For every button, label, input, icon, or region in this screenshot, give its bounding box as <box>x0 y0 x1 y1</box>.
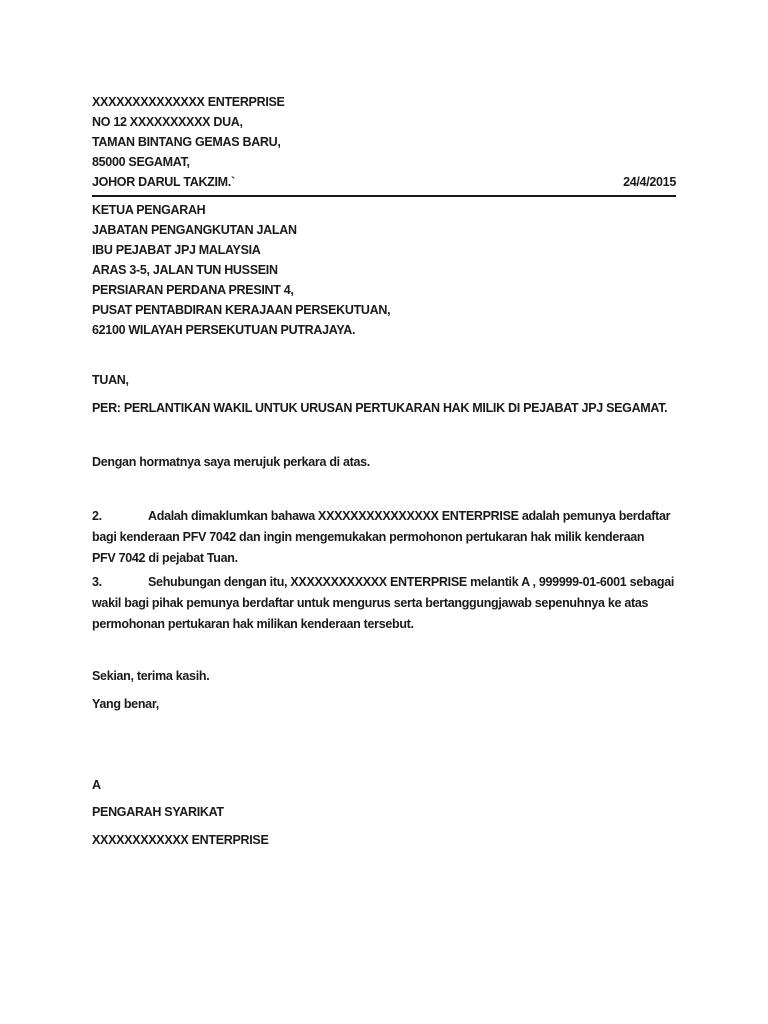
sender-state-line: JOHOR DARUL TAKZIM.` <box>92 175 235 189</box>
signer-title: PENGARAH SYARIKAT <box>92 805 224 819</box>
paragraph-text: Sehubungan dengan itu, XXXXXXXXXXXX ENTERPRISE melantik A , 999999-01-6001 sebagai <box>148 575 675 589</box>
letter-date: 24/4/2015 <box>623 175 676 189</box>
paragraph-line <box>92 506 676 527</box>
recipient-address-line: ARAS 3-5, JALAN TUN HUSSEIN <box>92 263 278 277</box>
sender-address-line: 85000 SEGAMAT, <box>92 155 190 169</box>
paragraph-line <box>92 572 676 593</box>
recipient-address-line: 62100 WILAYAH PERSEKUTUAN PUTRAJAYA. <box>92 323 356 337</box>
recipient-department: JABATAN PENGANGKUTAN JALAN <box>92 223 297 237</box>
recipient-address-line: PUSAT PENTABDIRAN KERAJAAN PERSEKUTUAN, <box>92 303 391 317</box>
numbered-paragraph-3 <box>92 572 676 635</box>
recipient-address-line: PERSIARAN PERDANA PRESINT 4, <box>92 283 294 297</box>
sender-state-and-date-row <box>92 172 676 197</box>
sender-address-line: TAMAN BINTANG GEMAS BARU, <box>92 135 281 149</box>
recipient-office: IBU PEJABAT JPJ MALAYSIA <box>92 243 261 257</box>
closing-thanks: Sekian, terima kasih. <box>92 669 210 683</box>
paragraph-line: PFV 7042 di pejabat Tuan. <box>92 551 238 565</box>
paragraph-line: bagi kenderaan PFV 7042 dan ingin mengemukakan permohonon pertukaran hak milik kenderaan <box>92 530 645 544</box>
paragraph-text: Adalah dimaklumkan bahawa XXXXXXXXXXXXXXX ENTERPRISE adalah pemunya berdaftar <box>148 509 671 523</box>
signer-company: XXXXXXXXXXXX ENTERPRISE <box>92 833 269 847</box>
sender-company: XXXXXXXXXXXXXX ENTERPRISE <box>92 95 285 109</box>
subject-line: PER: PERLANTIKAN WAKIL UNTUK URUSAN PERTUKARAN HAK MILIK DI PEJABAT JPJ SEGAMAT. <box>92 401 668 415</box>
signature-initial: A <box>92 778 101 792</box>
paragraph-line: permohonan pertukaran hak milikan kenderaan tersebut. <box>92 617 414 631</box>
salutation: TUAN, <box>92 373 129 387</box>
sender-address-line: NO 12 XXXXXXXXXX DUA, <box>92 115 243 129</box>
recipient-address-block <box>92 200 676 340</box>
paragraph-line: wakil bagi pihak pemunya berdaftar untuk mengurus serta bertanggungjawab sepenuhnya ke atas <box>92 596 649 610</box>
recipient-title: KETUA PENGARAH <box>92 203 206 217</box>
paragraph-number: 3. <box>92 575 102 589</box>
paragraph-number: 2. <box>92 509 102 523</box>
sender-address-block <box>92 92 676 197</box>
numbered-paragraph-2 <box>92 506 676 569</box>
opening-paragraph: Dengan hormatnya saya merujuk perkara di atas. <box>92 455 370 469</box>
closing-sign-off: Yang benar, <box>92 697 159 711</box>
